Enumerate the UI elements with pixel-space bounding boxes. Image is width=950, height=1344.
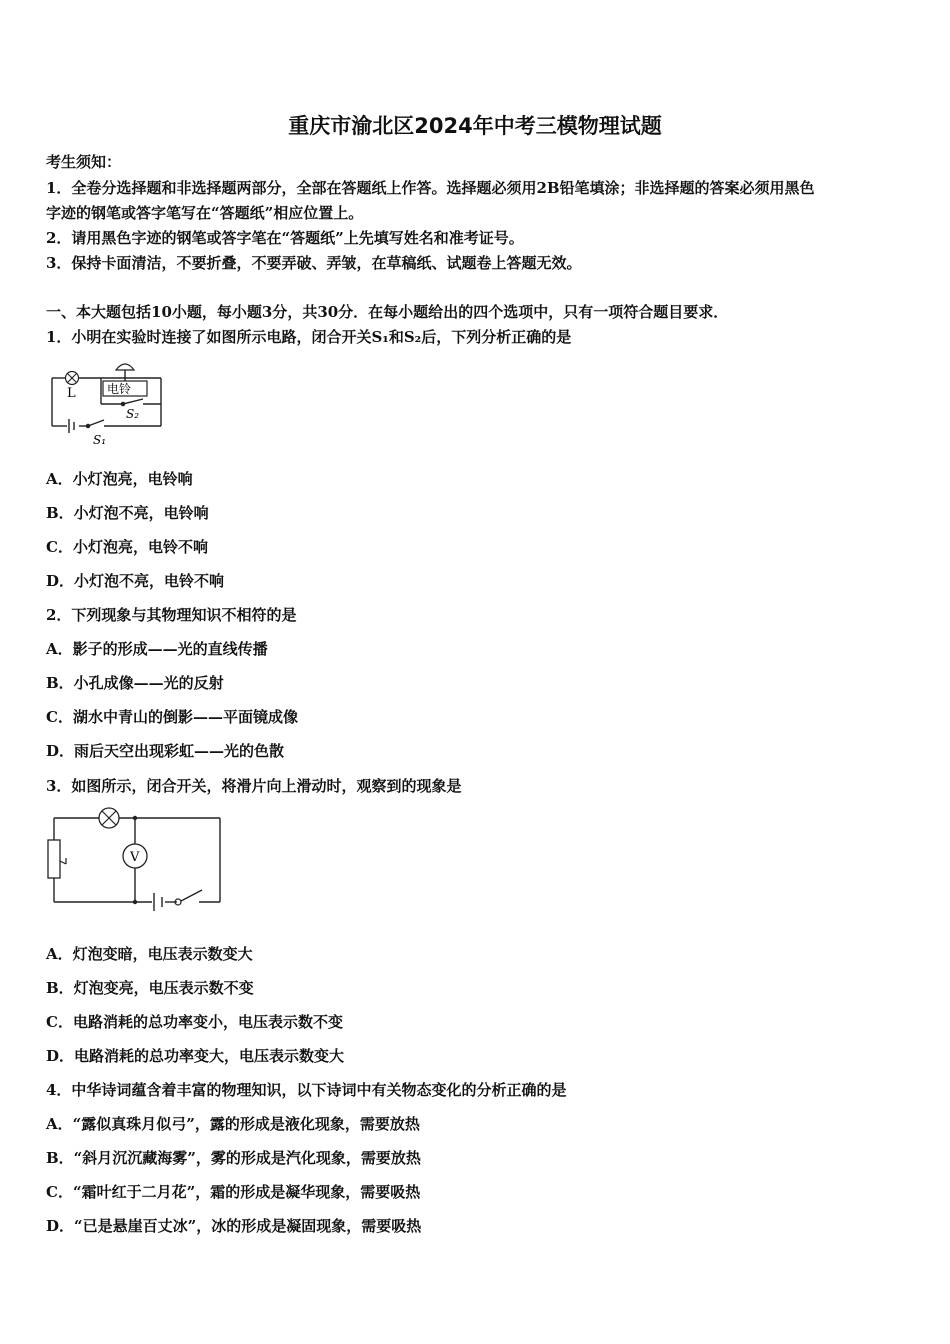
notice-heading: 考生须知： <box>46 153 122 171</box>
switch2-label: S₂ <box>126 407 140 421</box>
exam-title: 重庆市渝北区2024年中考三模物理试题 <box>288 114 662 138</box>
option-d: D．电路消耗的总功率变大，电压表示数变大 <box>46 1047 345 1065</box>
question-stem: 4．中华诗词蕴含着丰富的物理知识，以下诗词中有关物态变化的分析正确的是 <box>46 1081 567 1099</box>
question-stem: 3．如图所示，闭合开关，将滑片向上滑动时，观察到的现象是 <box>46 777 462 795</box>
question-stem: 2．下列现象与其物理知识不相符的是 <box>46 606 297 624</box>
option-b: B．小孔成像——光的反射 <box>46 674 224 692</box>
voltmeter-label: V <box>130 850 140 865</box>
bell-label: 电铃 <box>107 382 132 396</box>
switch1-label: S₁ <box>93 433 107 447</box>
notice-line: 3．保持卡面清洁，不要折叠，不要弄破、弄皱，在草稿纸、试题卷上答题无效。 <box>46 254 582 272</box>
option-a: A．小灯泡亮，电铃响 <box>46 470 193 488</box>
option-b: B．灯泡变亮，电压表示数不变 <box>46 979 254 997</box>
circuit-figure-q1 <box>46 356 168 452</box>
question-stem: 1．小明在实验时连接了如图所示电路，闭合开关S₁和S₂后，下列分析正确的是 <box>46 328 572 346</box>
option-d: D．雨后天空出现彩虹——光的色散 <box>46 742 285 760</box>
notice-line: 2．请用黑色字迹的钢笔或答字笔在“答题纸”上先填写姓名和准考证号。 <box>46 229 524 247</box>
option-d: D．小灯泡不亮，电铃不响 <box>46 572 225 590</box>
option-b: B．小灯泡不亮，电铃响 <box>46 504 209 522</box>
circuit-figure-q3 <box>44 806 226 918</box>
option-c: C．“霜叶红于二月花”，霜的形成是凝华现象，需要吸热 <box>46 1183 421 1201</box>
option-c: C．湖水中青山的倒影——平面镜成像 <box>46 708 298 726</box>
option-c: C．小灯泡亮，电铃不响 <box>46 538 208 556</box>
section-heading: 一、本大题包括10小题，每小题3分，共30分．在每小题给出的四个选项中，只有一项符合题目要求． <box>46 303 729 321</box>
lamp-label: L <box>67 386 76 401</box>
option-b: B．“斜月沉沉藏海雾”，雾的形成是汽化现象，需要放热 <box>46 1149 421 1167</box>
option-a: A．灯泡变暗，电压表示数变大 <box>46 945 253 963</box>
notice-line: 1．全卷分选择题和非选择题两部分，全部在答题纸上作答。选择题必须用2B铅笔填涂；非选择题的答案必须用黑色 <box>46 179 815 197</box>
option-c: C．电路消耗的总功率变小，电压表示数不变 <box>46 1013 343 1031</box>
option-a: A．影子的形成——光的直线传播 <box>46 640 268 658</box>
option-a: A．“露似真珠月似弓”，露的形成是液化现象，需要放热 <box>46 1115 420 1133</box>
option-d: D．“已是悬崖百丈冰”，冰的形成是凝固现象，需要吸热 <box>46 1217 422 1235</box>
notice-line: 字迹的钢笔或答字笔写在“答题纸”相应位置上。 <box>46 204 364 222</box>
